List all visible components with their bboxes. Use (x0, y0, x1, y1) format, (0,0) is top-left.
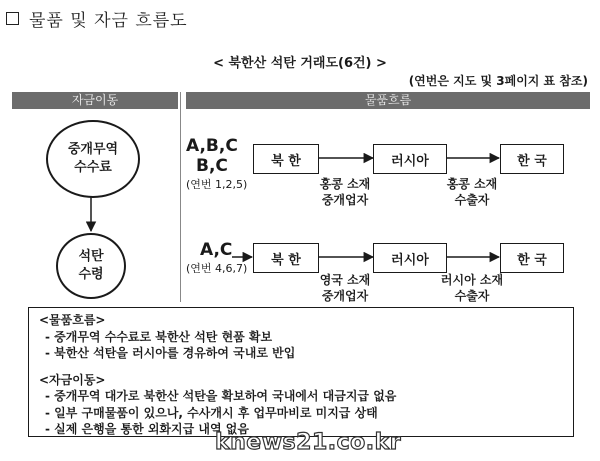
money-flow-item: - 실제 은행을 통한 외화지급 내역 없음 (45, 422, 249, 436)
route1-edge-1-line-1: 홍콩 소재 (319, 177, 371, 191)
route1-node-north-korea: 북 한 (253, 144, 319, 174)
route1-group (186, 136, 247, 192)
diagram-subtitle: < 북한산 석탄 거래도(6건) > (213, 56, 387, 71)
goods-flow-title: <물품흐름> (39, 313, 106, 327)
commission-line-2: 수수료 (74, 160, 112, 175)
money-flow-title: <자금이동> (39, 372, 106, 387)
goods-header: 물품흐름 (186, 92, 590, 109)
route2-group-line-1: A,C (200, 240, 233, 260)
route1-node-korea: 한 국 (500, 144, 564, 174)
route1-edge-2-line-1: 홍콩 소재 (446, 177, 498, 191)
route1-group-line-2: B,C (196, 156, 228, 176)
route1-group-line-1: A,B,C (186, 136, 238, 156)
route2-group-note: (연번 4,6,7) (186, 262, 248, 275)
route1-edge-label-1 (305, 176, 385, 208)
route1-edge-1-line-2: 중개업자 (321, 193, 369, 207)
route2-edge-2-line-1: 러시아 소재 (440, 273, 504, 287)
money-flow-item: - 중개무역 대가로 북한산 석탄을 확보하여 국내에서 대금지급 없음 (45, 389, 397, 403)
money-header: 자금이동 (12, 92, 178, 109)
goods-flow-item: - 중개무역 수수료로 북한산 석탄 현품 확보 (45, 329, 273, 344)
route1-group-note: (연번 1,2,5) (186, 178, 248, 191)
route2-edge-2-line-2: 수출자 (454, 289, 490, 303)
route2-edge-1-line-2: 중개업자 (321, 289, 369, 303)
explanation-box (28, 307, 574, 437)
route2-node-korea: 한 국 (500, 243, 564, 273)
route2-node-north-korea: 북 한 (253, 243, 319, 273)
route1-node-russia: 러시아 (373, 144, 447, 174)
route2-node-russia: 러시아 (373, 243, 447, 273)
commission-line-1: 중개무역 (67, 142, 119, 157)
route2-edge-label-1 (305, 272, 385, 304)
coal-receipt-line-1: 석탄 (78, 249, 104, 264)
route1-edge-label-2 (430, 176, 514, 208)
watermark: knews21.co.kr (215, 430, 402, 455)
route1-edge-2-line-2: 수출자 (454, 193, 490, 207)
route2-group (186, 240, 247, 276)
goods-flow-item: - 북한산 석탄을 러시아를 경유하여 국내로 반입 (45, 346, 296, 360)
route2-edge-1-line-1: 영국 소재 (319, 273, 371, 287)
section-title-text: 물품 및 자금 흐름도 (29, 11, 188, 31)
reference-note: (연번은 지도 및 3페이지 표 참조) (408, 74, 588, 88)
route2-edge-label-2 (422, 272, 522, 304)
money-flow-item: - 일부 구매물품이 있으나, 수사개시 후 업무마비로 미지급 상태 (45, 405, 378, 420)
coal-receipt-line-2: 수령 (78, 267, 104, 282)
